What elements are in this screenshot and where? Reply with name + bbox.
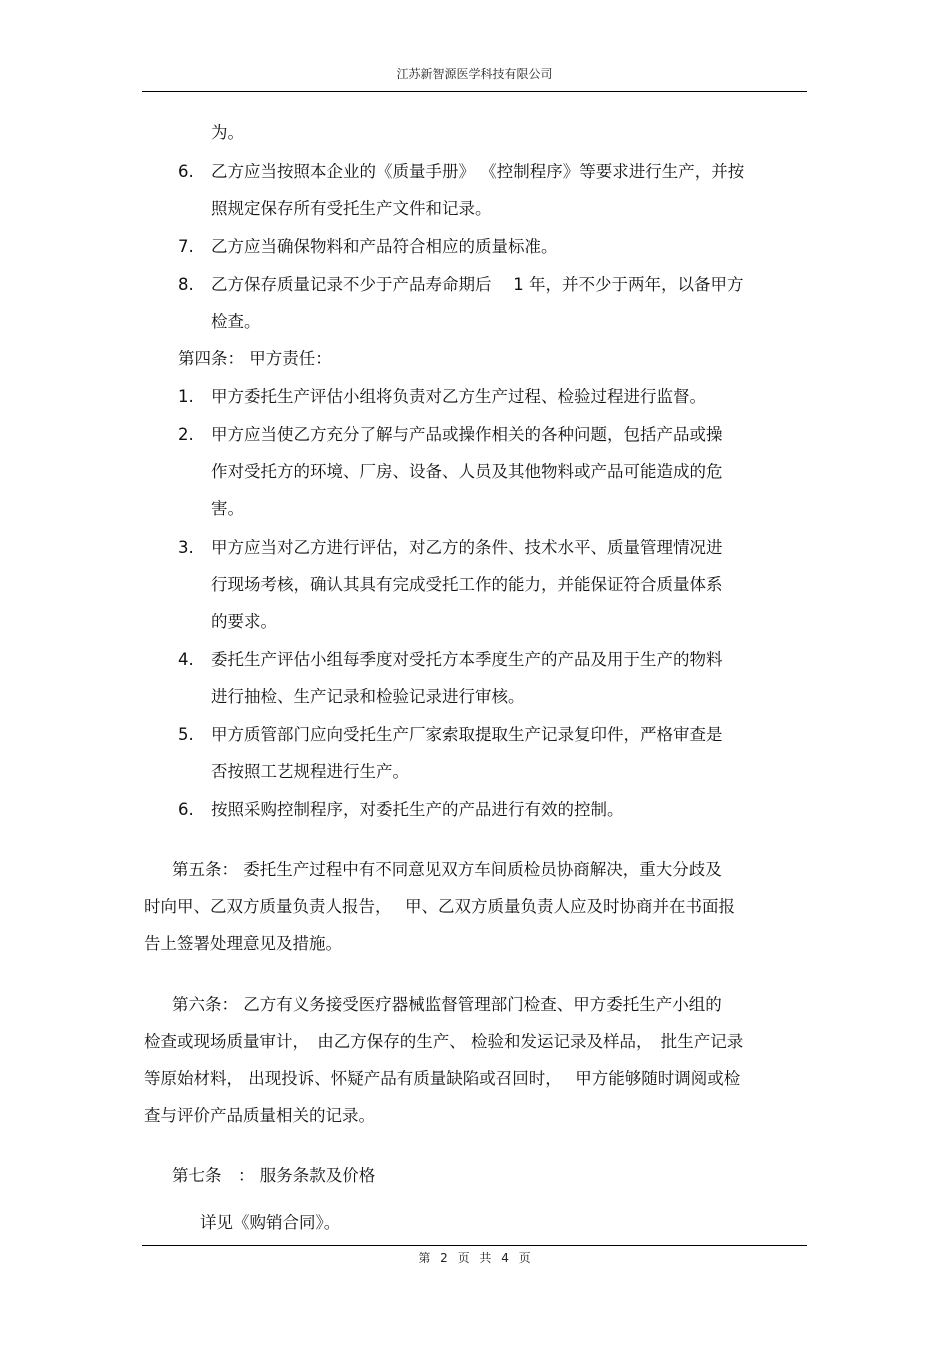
article-heading: 第四条： 甲方责任：	[178, 349, 332, 368]
text-line: 进行抽检、生产记录和检验记录进行审核。	[211, 687, 525, 706]
page-header: 江苏新智源医学科技有限公司	[396, 67, 553, 81]
text-line: 按照采购控制程序，对委托生产的产品进行有效的控制。	[211, 800, 624, 819]
text-line: 等原始材料， 出现投诉、怀疑产品有质量缺陷或召回时， 甲方能够随时调阅或检	[144, 1069, 741, 1088]
text-line: 否按照工艺规程进行生产。	[211, 762, 409, 781]
text-line: 时向甲、乙双方质量负责人报告， 甲、乙双方质量负责人应及时协商并在书面报	[144, 897, 735, 916]
header-rule	[142, 91, 807, 92]
text-line: 甲方质管部门应向受托生产厂家索取提取生产记录复印件，严格审查是	[211, 725, 723, 744]
text-line: 乙方保存质量记录不少于产品寿命期后 1 年，并不少于两年，以备甲方	[211, 275, 744, 294]
text-line: 甲方应当使乙方充分了解与产品或操作相关的各种问题，包括产品或操	[211, 425, 723, 444]
text-line: 查与评价产品质量相关的记录。	[144, 1106, 375, 1125]
text-line: 为。	[211, 123, 244, 142]
text-line: 乙方应当确保物料和产品符合相应的质量标准。	[211, 237, 558, 256]
text-line: 甲方应当对乙方进行评估，对乙方的条件、技术水平、质量管理情况进	[211, 538, 723, 557]
text-line: 甲方委托生产评估小组将负责对乙方生产过程、检验过程进行监督。	[211, 387, 706, 406]
text-line: 害。	[211, 499, 244, 518]
list-number: 1.	[178, 387, 194, 406]
text-line: 委托生产评估小组每季度对受托方本季度生产的产品及用于生产的物料	[211, 650, 723, 669]
text-line: 详见《购销合同》。	[200, 1213, 341, 1232]
list-number: 6.	[178, 162, 194, 181]
article-heading: 第五条： 委托生产过程中有不同意见双方车间质检员协商解决，重大分歧及	[172, 860, 722, 879]
text-line: 告上签署处理意见及措施。	[144, 934, 342, 953]
text-line: 检查。	[211, 312, 261, 331]
text-line: 的要求。	[211, 612, 277, 631]
text-line: 乙方应当按照本企业的《质量手册》 《控制程序》等要求进行生产，并按	[211, 162, 745, 181]
article-heading: 第六条： 乙方有义务接受医疗器械监督管理部门检查、甲方委托生产小组的	[172, 995, 722, 1014]
footer-rule	[142, 1245, 807, 1246]
text-line: 作对受托方的环境、厂房、设备、人员及其他物料或产品可能造成的危	[211, 462, 723, 481]
list-number: 2.	[178, 425, 194, 444]
list-number: 3.	[178, 538, 194, 557]
text-line: 行现场考核，确认其具有完成受托工作的能力，并能保证符合质量体系	[211, 575, 723, 594]
list-number: 4.	[178, 650, 194, 669]
list-number: 6.	[178, 800, 194, 819]
text-line: 照规定保存所有受托生产文件和记录。	[211, 199, 492, 218]
article-heading: 第七条 ： 服务条款及价格	[172, 1166, 376, 1185]
list-number: 7.	[178, 237, 194, 256]
page-number: 第 2 页 共 4 页	[418, 1251, 531, 1265]
list-number: 8.	[178, 275, 194, 294]
text-line: 检查或现场质量审计， 由乙方保存的生产、 检验和发运记录及样品， 批生产记录	[144, 1032, 744, 1051]
list-number: 5.	[178, 725, 194, 744]
